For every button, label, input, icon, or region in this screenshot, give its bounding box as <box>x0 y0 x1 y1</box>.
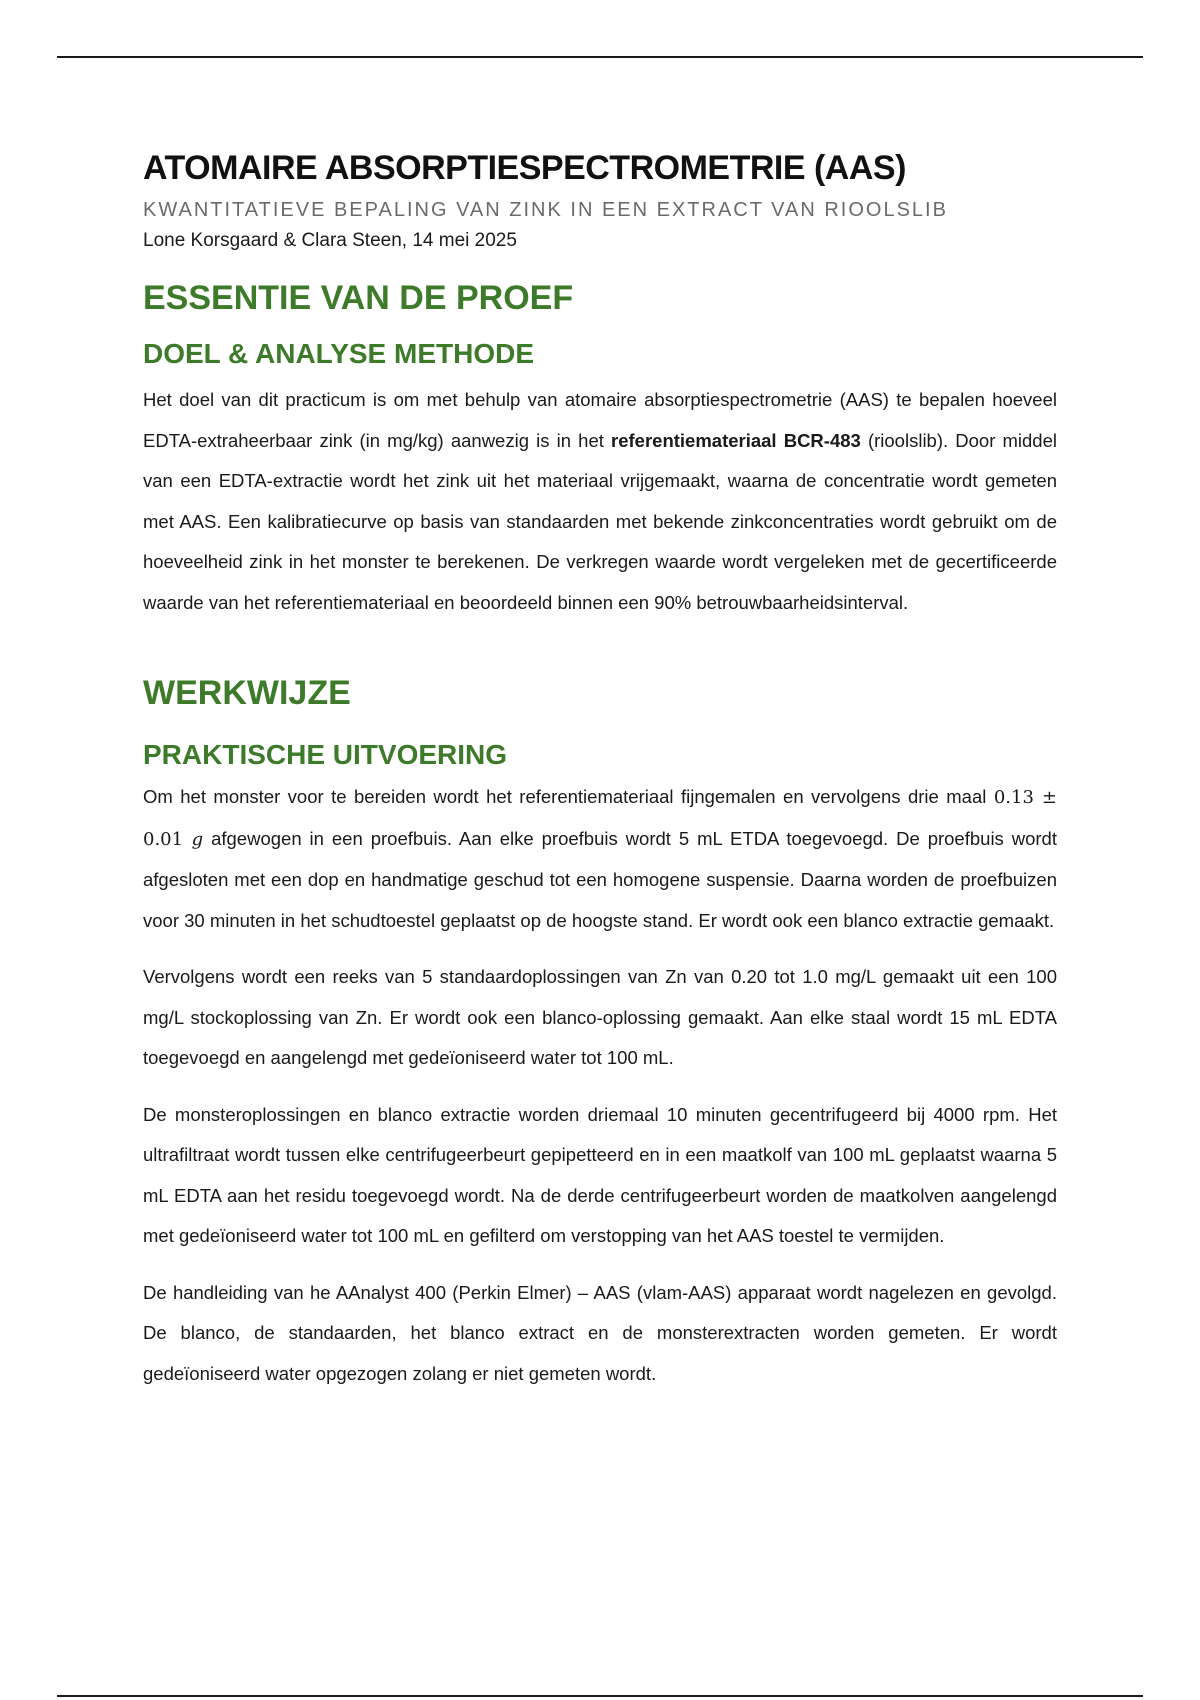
footer-rule <box>57 1695 1143 1697</box>
subsection-heading-praktisch: PRAKTISCHE UITVOERING <box>143 739 508 770</box>
paragraph-werkwijze-3: De monsteroplossingen en blanco extractie worden driemaal 10 minuten gecentrifugeerd bij 4000 rpm. Het ultrafiltraat wordt tussen elke centrifugeerbeurt gepipetteerd en in een maatkolf van 100 mL geplaatst waarna 5 mL EDTA aan het residu toegevoegd wordt. Na de derde centrifugeerbeurt worden de maatkolven aangelengd met gedeïoniseerd water tot 100 mL en gefilterd om verstopping van het AAS toestel te vermijden. <box>143 1103 1057 1246</box>
paragraph-1-text-1: Om het monster voor te bereiden wordt het referentiemateriaal fijngemalen en vervolgens drie maal <box>143 786 994 807</box>
document-body <box>143 146 1057 1394</box>
paragraph-werkwijze-1 <box>143 777 1057 941</box>
subsection-heading-doel: DOEL & ANALYSE METHODE <box>143 338 535 369</box>
header-rule <box>57 56 1143 58</box>
document-subtitle: KWANTITATIEVE BEPALING VAN ZINK IN EEN EXTRACT VAN RIOOLSLIB <box>143 199 948 221</box>
section-heading-essentie: ESSENTIE VAN DE PROEF <box>143 279 574 317</box>
mass-unit: g <box>191 828 204 850</box>
paragraph-doel-text-1: Het doel van dit practicum is om met behulp van atomaire absorptiespectrometrie (AAS) te bepalen hoeveel EDTA-extraheerbaar zink (in mg/kg) aanwezig is in het <box>143 389 1057 451</box>
paragraph-werkwijze-2: Vervolgens wordt een reeks van 5 standaardoplossingen van Zn van 0.20 tot 1.0 mg/L gemaakt uit een 100 mg/L stockoplossing van Zn. Er wordt ook een blanco-oplossing gemaakt. Aan elke staal wordt 15 mL EDTA toegevoegd en aangelengd met gedeïoniseerd water tot 100 mL. <box>143 966 1057 1068</box>
document-authors: Lone Korsgaard & Clara Steen, 14 mei 2025 <box>143 230 517 251</box>
paragraph-doel-bold: referentiemateriaal BCR-483 <box>611 429 861 451</box>
paragraph-doel <box>143 380 1057 623</box>
mass-value: 0.13 ± 0.01 <box>143 787 1057 850</box>
paragraph-doel-text-2: (rioolslib). Door middel van een EDTA-extractie wordt het zink uit het materiaal vrijgemaakt, waarna de concentratie wordt gemeten met AAS. Een kalibratiecurve op basis van standaarden met bekende zinkconcentraties wordt gebruikt om de hoeveelheid zink in het monster te berekenen. De verkregen waarde wordt vergeleken met de gecertificeerde waarde van het referentiemateriaal en beoordeeld binnen een 90% betrouwbaarheidsinterval. <box>143 429 1057 613</box>
paragraph-werkwijze-4: De handleiding van he AAnalyst 400 (Perkin Elmer) – AAS (vlam-AAS) apparaat wordt nagelezen en gevolgd. De blanco, de standaarden, het blanco extract en de monsterextracten worden gemeten. Er wordt gedeïoniseerd water opgezogen zolang er niet gemeten wordt. <box>143 1281 1057 1384</box>
section-heading-werkwijze: WERKWIJZE <box>143 674 351 712</box>
document-title: ATOMAIRE ABSORPTIESPECTROMETRIE (AAS) <box>143 149 906 187</box>
paragraph-1-text-2: afgewogen in een proefbuis. Aan elke proefbuis wordt 5 mL ETDA toegevoegd. De proefbuis wordt afgesloten met een dop en handmatige geschud tot een homogene suspensie. Daarna worden de proefbuizen voor 30 minuten in het schudtoestel geplaatst op de hoogste stand. Er wordt ook een blanco extractie gemaakt. <box>143 827 1057 931</box>
